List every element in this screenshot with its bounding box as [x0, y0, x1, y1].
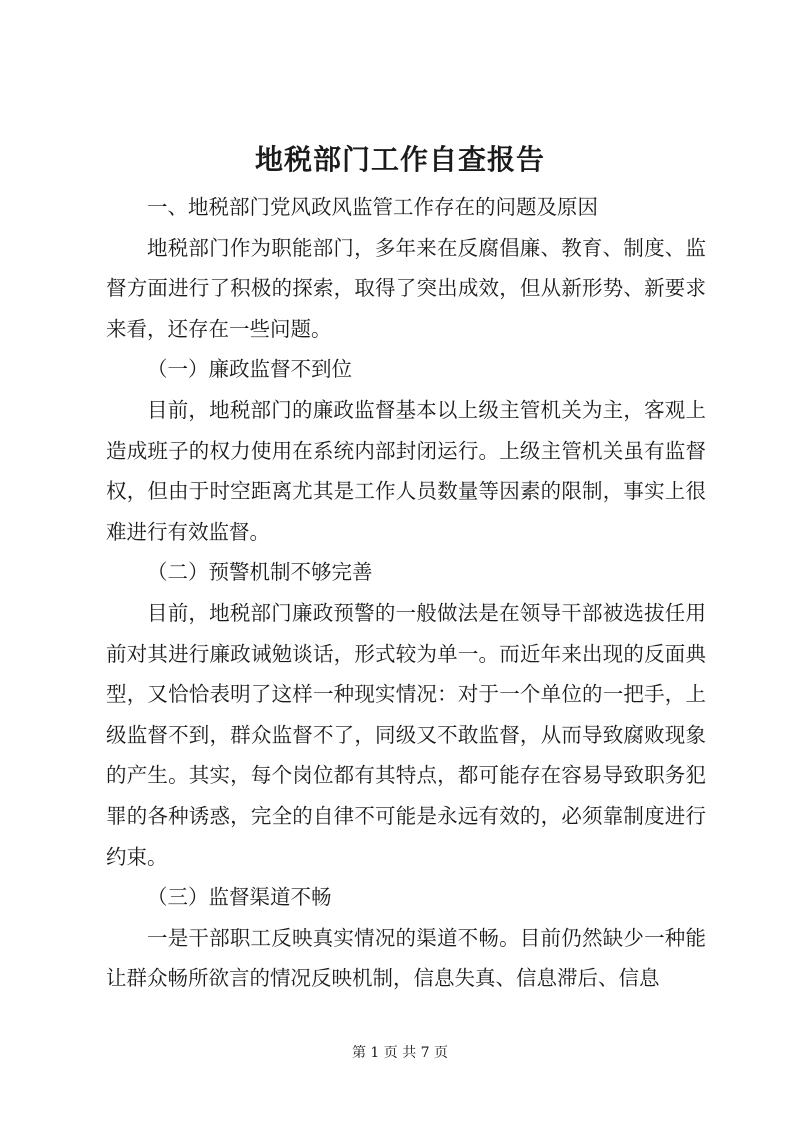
section-heading: 一、地税部门党风政风监管工作存在的问题及原因 — [147, 195, 598, 219]
subsection-heading-2: （二）预警机制不够完善 — [147, 560, 373, 585]
subsection-heading-1: （一）廉政监督不到位 — [147, 357, 352, 382]
subsection-paragraph-2: 目前，地税部门廉政预警的一般做法是在领导干部被选拔任用前对其进行廉政诫勉谈话，形式较为单一。而近年来出现的反面典型，又恰恰表明了这样一种现实情况：对于一个单位的一把手，上级监督不到，群众监督不了，同级又不敢监督，从而导致腐败现象的产生。其实，每个岗位都有其特点，都可能存在容易导致职务犯罪的各种诱惑，完全的自律不可能是永远有效的，必须靠制度进行约束。 — [106, 600, 706, 869]
subsection-paragraph-1: 目前，地税部门的廉政监督基本以上级主管机关为主，客观上造成班子的权力使用在系统内部封闭运行。上级主管机关虽有监督权，但由于时空距离尤其是工作人员数量等因素的限制，事实上很难进行有效监督。 — [106, 397, 706, 544]
document-body — [106, 187, 706, 999]
subsection-paragraph-3: 一是干部职工反映真实情况的渠道不畅。目前仍然缺少一种能让群众畅所欲言的情况反映机制，信息失真、信息滞后、信息 — [106, 925, 706, 991]
page-footer: 第 1 页 共 7 页 — [351, 1045, 449, 1061]
document-title: 地税部门工作自查报告 — [254, 143, 545, 176]
subsection-heading-3: （三）监督渠道不畅 — [147, 885, 332, 910]
intro-paragraph: 地税部门作为职能部门，多年来在反腐倡廉、教育、制度、监督方面进行了积极的探索，取得了突出成效，但从新形势、新要求来看，还存在一些问题。 — [106, 235, 706, 341]
